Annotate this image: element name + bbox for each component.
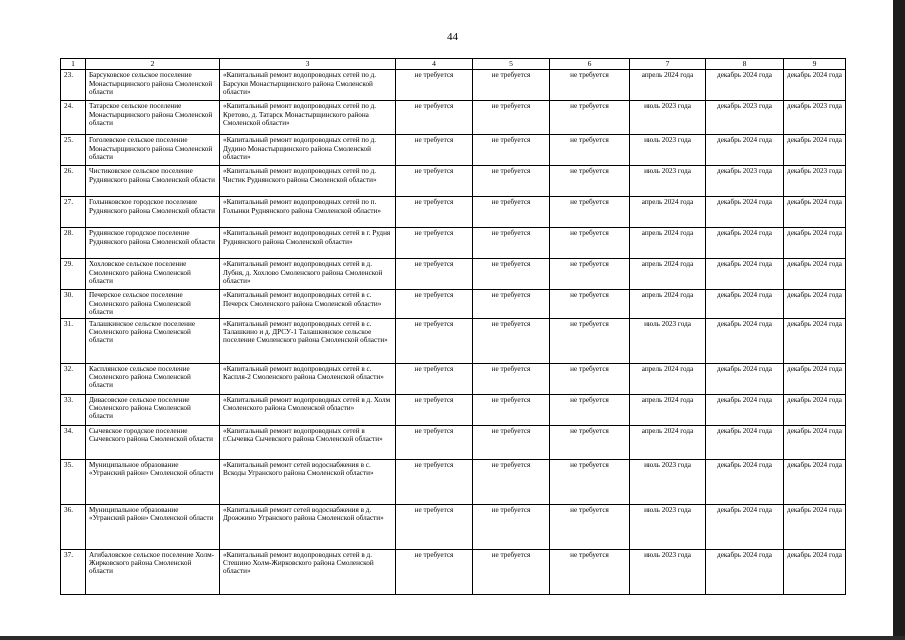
project-name: «Капитальный ремонт водопроводных сетей по д. Дудино Монастырщинского района Смоленской области»: [220, 135, 396, 166]
end-date: декабрь 2024 года: [706, 259, 784, 290]
col5-value: не требуется: [473, 228, 550, 259]
start-date: апрель 2024 года: [630, 394, 706, 425]
completion-date: декабрь 2024 года: [784, 135, 846, 166]
col6-value: не требуется: [550, 318, 630, 363]
table-row: [61, 70, 846, 101]
table-row: [61, 363, 846, 394]
col5-value: не требуется: [473, 166, 550, 197]
project-name: «Капитальный ремонт водопроводных сетей в с. Печерск Смоленского района Смоленской области»: [220, 290, 396, 318]
municipality: Руднянское городское поселение Руднянского района Смоленской области: [86, 228, 220, 259]
col4-value: не требуется: [396, 197, 473, 228]
end-date: декабрь 2024 года: [706, 425, 784, 459]
row-number: 35.: [61, 459, 86, 504]
col6-value: не требуется: [550, 228, 630, 259]
col5-value: не требуется: [473, 549, 550, 594]
col4-value: не требуется: [396, 318, 473, 363]
start-date: июль 2023 года: [630, 459, 706, 504]
col4-value: не требуется: [396, 259, 473, 290]
col5-value: не требуется: [473, 197, 550, 228]
col-header-1: 1: [61, 59, 86, 70]
table-row: [61, 549, 846, 594]
end-date: декабрь 2024 года: [706, 549, 784, 594]
municipality: Дивасовское сельское поселение Смоленского района Смоленской области: [86, 394, 220, 425]
col6-value: не требуется: [550, 394, 630, 425]
col4-value: не требуется: [396, 228, 473, 259]
row-number: 33.: [61, 394, 86, 425]
end-date: декабрь 2024 года: [706, 70, 784, 101]
municipality: Муниципальное образование «Угранский район» Смоленской области: [86, 504, 220, 549]
col6-value: не требуется: [550, 459, 630, 504]
row-number: 26.: [61, 166, 86, 197]
table-row: [61, 459, 846, 504]
schedule-table: [60, 58, 846, 595]
col4-value: не требуется: [396, 166, 473, 197]
row-number: 24.: [61, 101, 86, 135]
municipality: Касплянское сельское поселение Смоленского района Смоленской области: [86, 363, 220, 394]
project-name: «Капитальный ремонт сетей водоснабжения в с. Вскоды Угранского района Смоленской области»: [220, 459, 396, 504]
completion-date: декабрь 2024 года: [784, 290, 846, 318]
col6-value: не требуется: [550, 549, 630, 594]
project-name: «Капитальный ремонт водопроводных сетей по д. Барсуки Монастырщинского района Смоленской области»: [220, 70, 396, 101]
col5-value: не требуется: [473, 318, 550, 363]
col-header-9: 9: [784, 59, 846, 70]
end-date: декабрь 2024 года: [706, 135, 784, 166]
end-date: декабрь 2023 года: [706, 101, 784, 135]
row-number: 34.: [61, 425, 86, 459]
completion-date: декабрь 2024 года: [784, 504, 846, 549]
completion-date: декабрь 2024 года: [784, 459, 846, 504]
project-name: «Капитальный ремонт водопроводных сетей в д. Лубня, д. Хохлово Смоленского района Смоленской области»: [220, 259, 396, 290]
start-date: апрель 2024 года: [630, 197, 706, 228]
municipality: Татарское сельское поселение Монастырщинского района Смоленской области: [86, 101, 220, 135]
municipality: Печерское сельское поселение Смоленского района Смоленской области: [86, 290, 220, 318]
row-number: 36.: [61, 504, 86, 549]
municipality: Сычевское городское поселение Сычевского района Смоленской области: [86, 425, 220, 459]
col4-value: не требуется: [396, 290, 473, 318]
col5-value: не требуется: [473, 101, 550, 135]
start-date: апрель 2024 года: [630, 259, 706, 290]
row-number: 29.: [61, 259, 86, 290]
col4-value: не требуется: [396, 394, 473, 425]
col6-value: не требуется: [550, 70, 630, 101]
col5-value: не требуется: [473, 459, 550, 504]
project-name: «Капитальный ремонт водопроводных сетей в с. Талашкино и д. ДРСУ-1 Талашкинское сельское поселение Смоленского района Смоленской области»: [220, 318, 396, 363]
project-name: «Капитальный ремонт сетей водоснабжения в д. Дрожжино Угранского района Смоленской области»: [220, 504, 396, 549]
row-number: 30.: [61, 290, 86, 318]
row-number: 23.: [61, 70, 86, 101]
table-row: [61, 135, 846, 166]
col-header-2: 2: [86, 59, 220, 70]
start-date: апрель 2024 года: [630, 363, 706, 394]
project-name: «Капитальный ремонт водопроводных сетей в д. Стешино Холм-Жирковского района Смоленской области»: [220, 549, 396, 594]
header-row: [61, 59, 846, 70]
start-date: апрель 2024 года: [630, 425, 706, 459]
completion-date: декабрь 2024 года: [784, 425, 846, 459]
col-header-4: 4: [396, 59, 473, 70]
completion-date: декабрь 2024 года: [784, 70, 846, 101]
completion-date: декабрь 2023 года: [784, 101, 846, 135]
start-date: июль 2023 года: [630, 166, 706, 197]
col4-value: не требуется: [396, 70, 473, 101]
municipality: Чистиковское сельское поселение Руднянского района Смоленской области: [86, 166, 220, 197]
start-date: апрель 2024 года: [630, 290, 706, 318]
end-date: декабрь 2023 года: [706, 166, 784, 197]
row-number: 25.: [61, 135, 86, 166]
start-date: июль 2023 года: [630, 549, 706, 594]
col5-value: не требуется: [473, 363, 550, 394]
col5-value: не требуется: [473, 135, 550, 166]
end-date: декабрь 2024 года: [706, 197, 784, 228]
end-date: декабрь 2024 года: [706, 363, 784, 394]
completion-date: декабрь 2023 года: [784, 166, 846, 197]
completion-date: декабрь 2024 года: [784, 259, 846, 290]
table-row: [61, 166, 846, 197]
table-row: [61, 228, 846, 259]
project-name: «Капитальный ремонт водопроводных сетей в г.Сычевка Сычевского района Смоленской области»: [220, 425, 396, 459]
col5-value: не требуется: [473, 425, 550, 459]
table-row: [61, 504, 846, 549]
table-row: [61, 101, 846, 135]
col4-value: не требуется: [396, 459, 473, 504]
col4-value: не требуется: [396, 135, 473, 166]
col4-value: не требуется: [396, 101, 473, 135]
col5-value: не требуется: [473, 290, 550, 318]
col-header-6: 6: [550, 59, 630, 70]
row-number: 32.: [61, 363, 86, 394]
municipality: Гоголевское сельское поселение Монастырщинского района Смоленской области: [86, 135, 220, 166]
end-date: декабрь 2024 года: [706, 228, 784, 259]
row-number: 31.: [61, 318, 86, 363]
project-name: «Капитальный ремонт водопроводных сетей в д. Холм Смоленского района Смоленской области»: [220, 394, 396, 425]
end-date: декабрь 2024 года: [706, 318, 784, 363]
start-date: июль 2023 года: [630, 135, 706, 166]
col6-value: не требуется: [550, 101, 630, 135]
col4-value: не требуется: [396, 549, 473, 594]
col6-value: не требуется: [550, 504, 630, 549]
completion-date: декабрь 2024 года: [784, 394, 846, 425]
completion-date: декабрь 2024 года: [784, 363, 846, 394]
scan-edge-right: [893, 0, 905, 640]
row-number: 27.: [61, 197, 86, 228]
col4-value: не требуется: [396, 425, 473, 459]
end-date: декабрь 2024 года: [706, 459, 784, 504]
end-date: декабрь 2024 года: [706, 504, 784, 549]
scan-edge-bottom: [0, 636, 905, 640]
col6-value: не требуется: [550, 197, 630, 228]
completion-date: декабрь 2024 года: [784, 228, 846, 259]
start-date: июль 2023 года: [630, 318, 706, 363]
project-name: «Капитальный ремонт водопроводных сетей по д. Чистик Руднянского района Смоленской области»: [220, 166, 396, 197]
col5-value: не требуется: [473, 70, 550, 101]
col-header-7: 7: [630, 59, 706, 70]
col4-value: не требуется: [396, 363, 473, 394]
col-header-8: 8: [706, 59, 784, 70]
col6-value: не требуется: [550, 166, 630, 197]
row-number: 37.: [61, 549, 86, 594]
col6-value: не требуется: [550, 135, 630, 166]
table-row: [61, 394, 846, 425]
municipality: Талашкинское сельское поселение Смоленского района Смоленской области: [86, 318, 220, 363]
end-date: декабрь 2024 года: [706, 394, 784, 425]
col5-value: не требуется: [473, 504, 550, 549]
col5-value: не требуется: [473, 394, 550, 425]
col5-value: не требуется: [473, 259, 550, 290]
col-header-3: 3: [220, 59, 396, 70]
completion-date: декабрь 2024 года: [784, 549, 846, 594]
col-header-5: 5: [473, 59, 550, 70]
municipality: Муниципальное образование «Угранский район» Смоленской области: [86, 459, 220, 504]
project-name: «Капитальный ремонт водопроводных сетей по д. Кретово, д. Татарск Монастырщинского района Смоленской области»: [220, 101, 396, 135]
project-name: «Капитальный ремонт водопроводных сетей в г. Рудня Руднянского района Смоленской области»: [220, 228, 396, 259]
table-row: [61, 425, 846, 459]
start-date: апрель 2024 года: [630, 70, 706, 101]
completion-date: декабрь 2024 года: [784, 318, 846, 363]
col6-value: не требуется: [550, 290, 630, 318]
row-number: 28.: [61, 228, 86, 259]
completion-date: декабрь 2024 года: [784, 197, 846, 228]
municipality: Агибаловское сельское поселение Холм-Жирковского района Смоленской области: [86, 549, 220, 594]
project-name: «Капитальный ремонт водопроводных сетей по п. Голынки Руднянского района Смоленской области»: [220, 197, 396, 228]
end-date: декабрь 2024 года: [706, 290, 784, 318]
page-number: 44: [447, 31, 458, 43]
municipality: Барсуковское сельское поселение Монастырщинского района Смоленской области: [86, 70, 220, 101]
start-date: апрель 2024 года: [630, 228, 706, 259]
municipality: Голынковское городское поселение Руднянского района Смоленской области: [86, 197, 220, 228]
start-date: июль 2023 года: [630, 504, 706, 549]
project-name: «Капитальный ремонт водопроводных сетей в с. Каспля-2 Смоленского района Смоленской области»: [220, 363, 396, 394]
col6-value: не требуется: [550, 259, 630, 290]
table-row: [61, 290, 846, 318]
col4-value: не требуется: [396, 504, 473, 549]
municipality: Хохловское сельское поселение Смоленского района Смоленской области: [86, 259, 220, 290]
table-row: [61, 197, 846, 228]
col6-value: не требуется: [550, 425, 630, 459]
table-row: [61, 259, 846, 290]
start-date: июль 2023 года: [630, 101, 706, 135]
table-row: [61, 318, 846, 363]
col6-value: не требуется: [550, 363, 630, 394]
